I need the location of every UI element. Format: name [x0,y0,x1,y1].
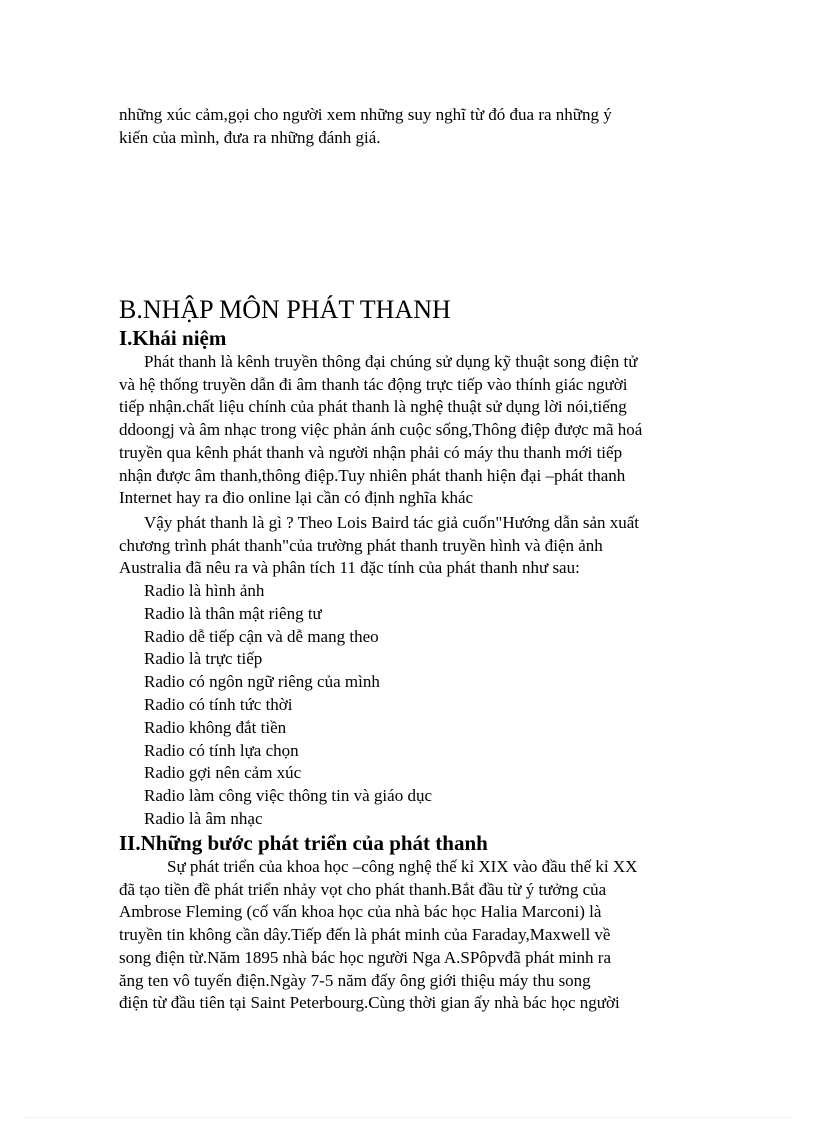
text-line: kiến của mình, đưa ra những đánh giá. [119,127,381,147]
list-item: Radio là âm nhạc [144,808,263,828]
development-heading: II.Những bước phát triển của phát thanh [119,831,488,855]
text-line: Ambrose Fleming (cố vấn khoa học của nhà bác học Halia Marconi) là [119,902,602,922]
text-line: truyền qua kênh phát thanh và người nhận phải có máy thu thanh mới tiếp [119,442,623,462]
text-line: chương trình phát thanh"của trường phát thanh truyền hình và điện ảnh [119,535,603,555]
intro-paragraph [119,104,679,149]
list-item: Radio là thân mật riêng tư [144,603,322,623]
text-line: Australia đã nêu ra và phân tích 11 đặc tính của phát thanh như sau: [119,558,580,578]
development-paragraph [119,856,699,1015]
text-line: điện từ đầu tiên tại Saint Peterbourg.Cùng thời gian ấy nhà bác học người [119,993,620,1013]
list-item: Radio gợi nên cảm xúc [144,763,302,783]
text-line: ddoongj và âm nhạc trong việc phản ánh cuộc sống,Thông điệp được mã hoá [119,420,643,440]
concept-paragraph-2 [119,512,699,580]
text-line: truyền tin không cần dây.Tiếp đến là phát minh của Faraday,Maxwell về [119,925,611,945]
text-line: Sự phát triển của khoa học –công nghệ thế kỉ XIX vào đầu thế kỉ XX [167,857,638,876]
list-item: Radio không đắt tiền [144,717,287,737]
list-item: Radio có tính lựa chọn [144,740,299,760]
text-line: và hệ thống truyền dẫn đi âm thanh tác động trực tiếp vào thính giác người [119,374,628,394]
list-item: Radio làm công việc thông tin và giáo dục [144,786,432,806]
page-footer-divider [24,1117,792,1118]
concept-paragraph-1 [119,351,699,510]
list-item: Radio dễ tiếp cận và dễ mang theo [144,626,379,646]
list-item: Radio là trực tiếp [144,649,263,669]
list-item: Radio là hình ảnh [144,581,265,600]
text-line: song điện từ.Năm 1895 nhà bác học người Nga A.SPôpvđã phát minh ra [119,947,612,967]
radio-traits-list [144,580,432,831]
text-line: Internet hay ra đio online lại cần có định nghĩa khác [119,488,474,508]
section-title: B.NHẬP MÔN PHÁT THANH [119,295,451,324]
text-line: tiếp nhận.chất liệu chính của phát thanh là nghệ thuật sử dụng lời nói,tiếng [119,397,627,417]
text-line: nhận được âm thanh,thông điệp.Tuy nhiên phát thanh hiện đại –phát thanh [119,465,626,485]
text-line: Phát thanh là kênh truyền thông đại chúng sử dụng kỹ thuật song điện tử [144,352,638,371]
text-line: Vậy phát thanh là gì ? Theo Lois Baird tác giả cuốn"Hướng dẫn sản xuất [144,513,640,532]
text-line: những xúc cảm,gọi cho người xem những suy nghĩ từ đó đua ra những ý [119,105,612,124]
text-line: đã tạo tiền đề phát triển nhảy vọt cho phát thanh.Bắt đầu từ ý tưởng của [119,879,607,899]
list-item: Radio có tính tức thời [144,694,293,714]
text-line: ăng ten vô tuyến điện.Ngày 7-5 năm đấy ông giới thiệu máy thu song [119,970,591,990]
concept-heading: I.Khái niệm [119,326,227,350]
list-item: Radio có ngôn ngữ riêng của mình [144,672,380,692]
